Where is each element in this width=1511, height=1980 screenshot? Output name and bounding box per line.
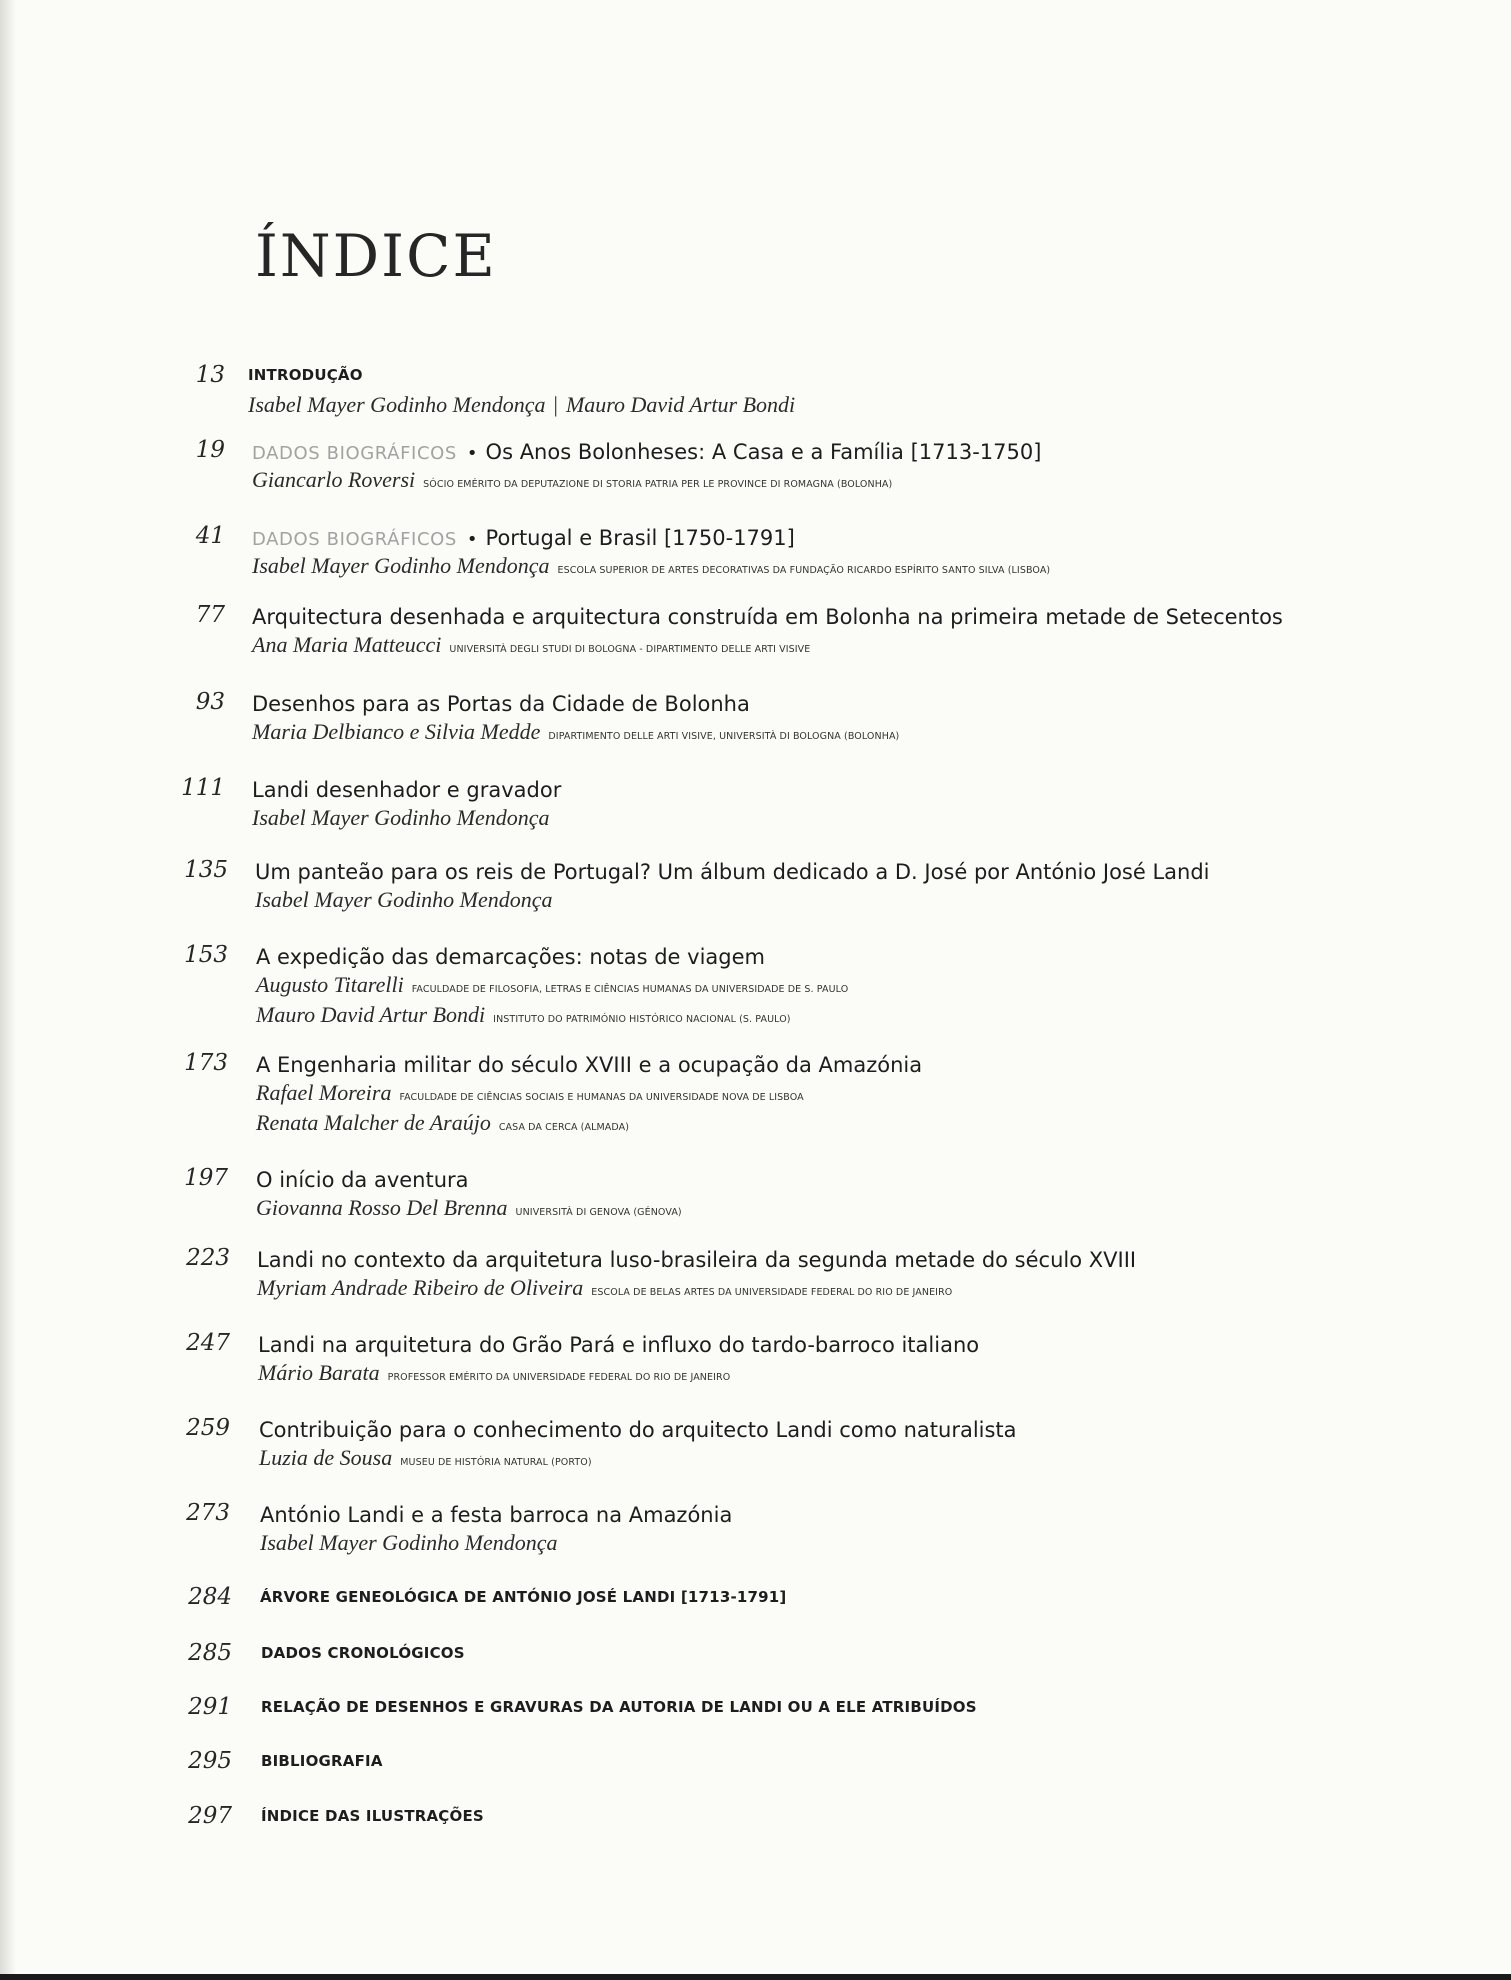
- page-number: 273: [186, 1500, 230, 1526]
- author-line: [248, 392, 795, 418]
- entry-title-line: [258, 1333, 979, 1357]
- author-name: Mauro David Artur Bondi: [256, 1002, 486, 1027]
- author-name: Luzia de Sousa: [259, 1445, 393, 1470]
- page-number: 41: [195, 523, 225, 549]
- bullet-separator: •: [466, 529, 478, 550]
- section-prefix: DADOS BIOGRÁFICOS: [252, 529, 457, 550]
- page-number: 291: [188, 1694, 232, 1720]
- entry-title-line: [252, 605, 1283, 629]
- author-name: Ana Maria Matteucci: [252, 632, 442, 657]
- bullet-separator: •: [466, 443, 478, 464]
- entry-title: ÁRVORE GENEOLÓGICA DE ANTÓNIO JOSÉ LANDI [1713-1791]: [260, 1588, 787, 1606]
- author-line: [252, 805, 550, 831]
- page-number: 259: [186, 1415, 230, 1441]
- author-line: [257, 1275, 952, 1301]
- author-affiliation: FACULDADE DE FILOSOFIA, LETRAS E CIÊNCIAS HUMANAS DA UNIVERSIDADE DE S. PAULO: [411, 984, 849, 995]
- author-affiliation: INSTITUTO DO PATRIMÓNIO HISTÓRICO NACIONAL (S. PAULO): [493, 1014, 791, 1025]
- entry-title: Um panteão para os reis de Portugal? Um álbum dedicado a D. José por António José Landi: [255, 860, 1210, 884]
- page-title: ÍNDICE: [255, 222, 497, 290]
- author-name: Mauro David Artur Bondi: [565, 392, 796, 417]
- author-name: Isabel Mayer Godinho Mendonça: [248, 392, 546, 417]
- author-line: [260, 1530, 558, 1556]
- entry-title: Landi desenhador e gravador: [252, 778, 562, 802]
- author-affiliation: PROFESSOR EMÉRITO DA UNIVERSIDADE FEDERAL DO RIO DE JANEIRO: [387, 1372, 731, 1383]
- author-name: Isabel Mayer Godinho Mendonça: [252, 805, 550, 830]
- page-number: 223: [186, 1245, 230, 1271]
- author-name: Augusto Titarelli: [256, 972, 404, 997]
- entry-title: Contribuição para o conhecimento do arquitecto Landi como naturalista: [259, 1418, 1017, 1442]
- page-number: 284: [188, 1584, 232, 1610]
- author-name: Giancarlo Roversi: [252, 467, 416, 492]
- author-line: [256, 972, 848, 998]
- author-line: [256, 1002, 791, 1028]
- author-line: [252, 467, 892, 493]
- page-number: 285: [188, 1640, 232, 1666]
- page-bottom-edge: [0, 1974, 1511, 1980]
- entry-title: A expedição das demarcações: notas de viagem: [256, 945, 765, 969]
- entry-title-line: [261, 1697, 977, 1716]
- entry-title: António Landi e a festa barroca na Amazónia: [260, 1503, 733, 1527]
- page-number: 297: [188, 1803, 232, 1829]
- entry-title-line: [252, 692, 750, 716]
- entry-title-line: [248, 365, 363, 384]
- entry-title: DADOS CRONOLÓGICOS: [261, 1644, 465, 1662]
- page-number: 93: [195, 689, 225, 715]
- author-affiliation: FACULDADE DE CIÊNCIAS SOCIAIS E HUMANAS DA UNIVERSIDADE NOVA DE LISBOA: [399, 1092, 804, 1103]
- page-number: 173: [184, 1050, 228, 1076]
- author-line: [259, 1445, 592, 1471]
- page-number: 13: [195, 362, 225, 388]
- author-line: [258, 1360, 730, 1386]
- page-number: 247: [186, 1330, 230, 1356]
- author-affiliation: SÓCIO EMÉRITO DA DEPUTAZIONE DI STORIA PATRIA PER LE PROVINCE DI ROMAGNA (BOLONHA): [423, 479, 893, 490]
- author-line: [255, 887, 553, 913]
- author-name: Isabel Mayer Godinho Mendonça: [252, 553, 550, 578]
- section-prefix: DADOS BIOGRÁFICOS: [252, 443, 457, 464]
- author-line: [256, 1080, 804, 1106]
- entry-title-line: [257, 1248, 1136, 1272]
- page-edge-shadow: [0, 0, 16, 1980]
- entry-title: O início da aventura: [256, 1168, 469, 1192]
- author-line: [256, 1110, 629, 1136]
- entry-title: Os Anos Bolonheses: A Casa e a Família [1713-1750]: [485, 440, 1042, 464]
- entry-title: Landi na arquitetura do Grão Pará e influxo do tardo-barroco italiano: [258, 1333, 980, 1357]
- author-affiliation: ESCOLA DE BELAS ARTES DA UNIVERSIDADE FEDERAL DO RIO DE JANEIRO: [591, 1287, 953, 1298]
- author-line: [256, 1195, 682, 1221]
- page-number: 197: [184, 1165, 228, 1191]
- entry-title-line: [259, 1418, 1017, 1442]
- author-affiliation: DIPARTIMENTO DELLE ARTI VISIVE, UNIVERSITÀ DI BOLOGNA (BOLONHA): [548, 731, 900, 742]
- page-number: 153: [184, 942, 228, 968]
- entry-title-line: [260, 1503, 732, 1527]
- author-affiliation: CASA DA CERCA (ALMADA): [498, 1122, 630, 1133]
- author-line: [252, 719, 899, 745]
- author-name: Isabel Mayer Godinho Mendonça: [255, 887, 553, 912]
- author-line: [252, 553, 1050, 579]
- entry-title: RELAÇÃO DE DESENHOS E GRAVURAS DA AUTORIA DE LANDI OU A ELE ATRIBUÍDOS: [261, 1698, 977, 1716]
- page-number: 135: [184, 857, 228, 883]
- entry-title-line: [252, 526, 795, 550]
- entry-title-line: [261, 1643, 465, 1662]
- page-number: 111: [181, 775, 225, 801]
- entry-title-line: [256, 945, 765, 969]
- author-name: Myriam Andrade Ribeiro de Oliveira: [257, 1275, 584, 1300]
- entry-title-line: [252, 778, 561, 802]
- entry-title-line: [261, 1751, 383, 1770]
- author-name: Renata Malcher de Araújo: [256, 1110, 491, 1135]
- author-name: Isabel Mayer Godinho Mendonça: [260, 1530, 558, 1555]
- author-line: [252, 632, 810, 658]
- entry-title: ÍNDICE DAS ILUSTRAÇÕES: [261, 1807, 484, 1825]
- author-separator: |: [553, 392, 558, 417]
- author-affiliation: MUSEU DE HISTÓRIA NATURAL (PORTO): [400, 1457, 592, 1468]
- page-number: 77: [195, 602, 225, 628]
- author-affiliation: ESCOLA SUPERIOR DE ARTES DECORATIVAS DA FUNDAÇÃO RICARDO ESPÍRITO SANTO SILVA (LISBOA): [557, 565, 1051, 576]
- author-name: Maria Delbianco e Silvia Medde: [252, 719, 541, 744]
- page-number: 19: [195, 437, 225, 463]
- entry-title-line: [252, 440, 1041, 464]
- author-name: Giovanna Rosso Del Brenna: [256, 1195, 508, 1220]
- entry-title: Landi no contexto da arquitetura luso-brasileira da segunda metade do século XVIII: [257, 1248, 1137, 1272]
- entry-title: Arquitectura desenhada e arquitectura construída em Bolonha na primeira metade de Setecentos: [252, 605, 1283, 629]
- author-affiliation: UNIVERSITÀ DEGLI STUDI DI BOLOGNA - DIPARTIMENTO DELLE ARTI VISIVE: [449, 644, 811, 655]
- entry-title: A Engenharia militar do século XVIII e a ocupação da Amazónia: [256, 1053, 923, 1077]
- author-name: Mário Barata: [258, 1360, 380, 1385]
- author-affiliation: UNIVERSITÀ DI GENOVA (GÉNOVA): [515, 1207, 682, 1218]
- entry-title-line: [255, 860, 1210, 884]
- author-name: Rafael Moreira: [256, 1080, 392, 1105]
- entry-title-line: [256, 1053, 922, 1077]
- entry-title-line: [260, 1587, 786, 1606]
- entry-title: BIBLIOGRAFIA: [261, 1752, 383, 1770]
- entry-title-line: [261, 1806, 484, 1825]
- entry-title: Portugal e Brasil [1750-1791]: [485, 526, 795, 550]
- entry-title: Desenhos para as Portas da Cidade de Bolonha: [252, 692, 750, 716]
- entry-title: INTRODUÇÃO: [248, 366, 363, 384]
- entry-title-line: [256, 1168, 469, 1192]
- page-number: 295: [188, 1748, 232, 1774]
